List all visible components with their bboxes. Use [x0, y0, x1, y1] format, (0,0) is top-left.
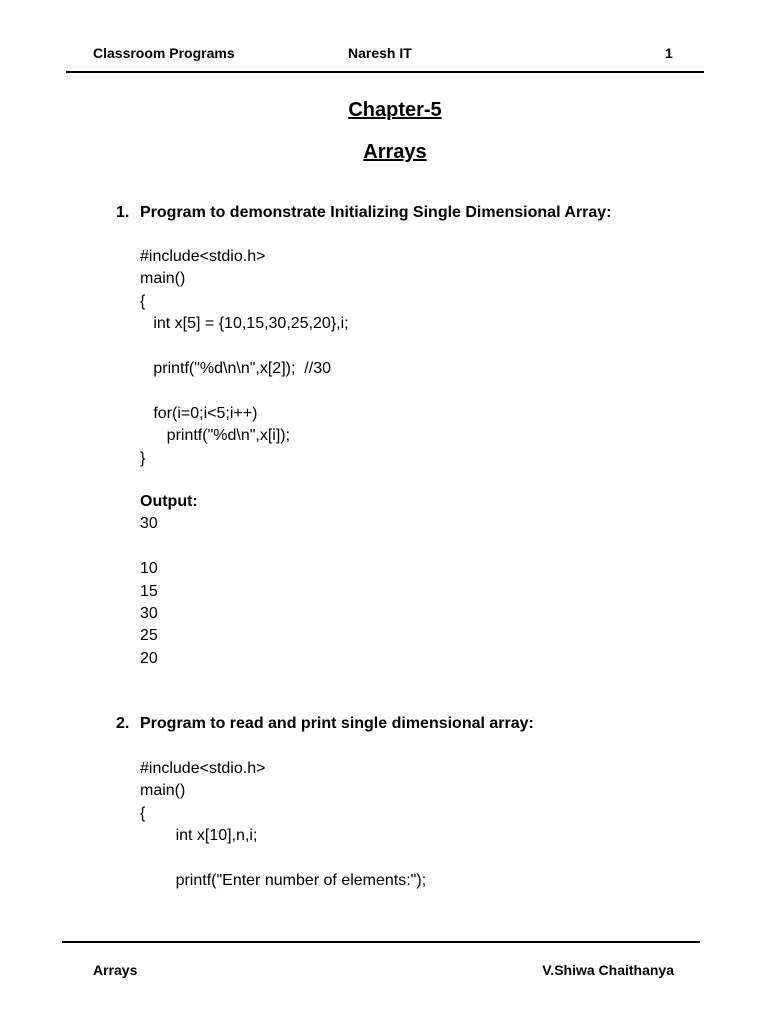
output-label: Output: — [140, 493, 198, 510]
code-line: main() — [140, 270, 186, 288]
output-line: 15 — [140, 582, 158, 600]
output-line — [140, 536, 198, 558]
code-line: #include<stdio.h> — [140, 760, 266, 777]
footer-left: Arrays — [93, 962, 138, 978]
header-center: Naresh IT — [348, 45, 412, 61]
section-2-number: 2. — [116, 715, 130, 732]
footer-rule — [62, 941, 700, 943]
output-line: 25 — [140, 627, 158, 645]
code-line — [140, 336, 349, 358]
output-line: 30 — [140, 515, 158, 533]
code-line: { — [140, 804, 146, 822]
code-line: int x[10],n,i; — [140, 827, 258, 845]
output-line: 10 — [140, 560, 158, 578]
section-2-code — [140, 758, 426, 892]
code-line: int x[5] = {10,15,30,25,20},i; — [140, 315, 349, 333]
code-line: printf("Enter number of elements:"); — [140, 872, 427, 890]
header-left: Classroom Programs — [93, 45, 235, 61]
code-line: main() — [140, 782, 186, 800]
code-line: #include<stdio.h> — [140, 248, 266, 265]
code-line — [140, 380, 349, 402]
code-line: printf("%d\n",x[i]); — [140, 427, 291, 445]
section-2-heading: Program to read and print single dimensional array: — [140, 715, 534, 732]
header-rule — [66, 71, 704, 73]
section-1-heading: Program to demonstrate Initializing Single Dimensional Array: — [140, 204, 612, 221]
code-line — [140, 848, 426, 870]
output-line: 20 — [140, 649, 158, 667]
footer-author: V.Shiwa Chaithanya — [542, 962, 674, 978]
page-subtitle: Arrays — [363, 141, 427, 163]
code-line: for(i=0;i<5;i++) — [140, 404, 258, 422]
code-line: } — [140, 449, 146, 467]
section-1-code — [140, 246, 349, 470]
section-1-number: 1. — [116, 204, 130, 221]
code-line: printf("%d\n\n",x[2]); //30 — [140, 360, 331, 378]
chapter-title: Chapter-5 — [348, 99, 442, 121]
page-number: 1 — [665, 45, 673, 61]
output-line: 30 — [140, 605, 158, 623]
section-1-output — [140, 491, 198, 670]
code-line: { — [140, 292, 146, 310]
